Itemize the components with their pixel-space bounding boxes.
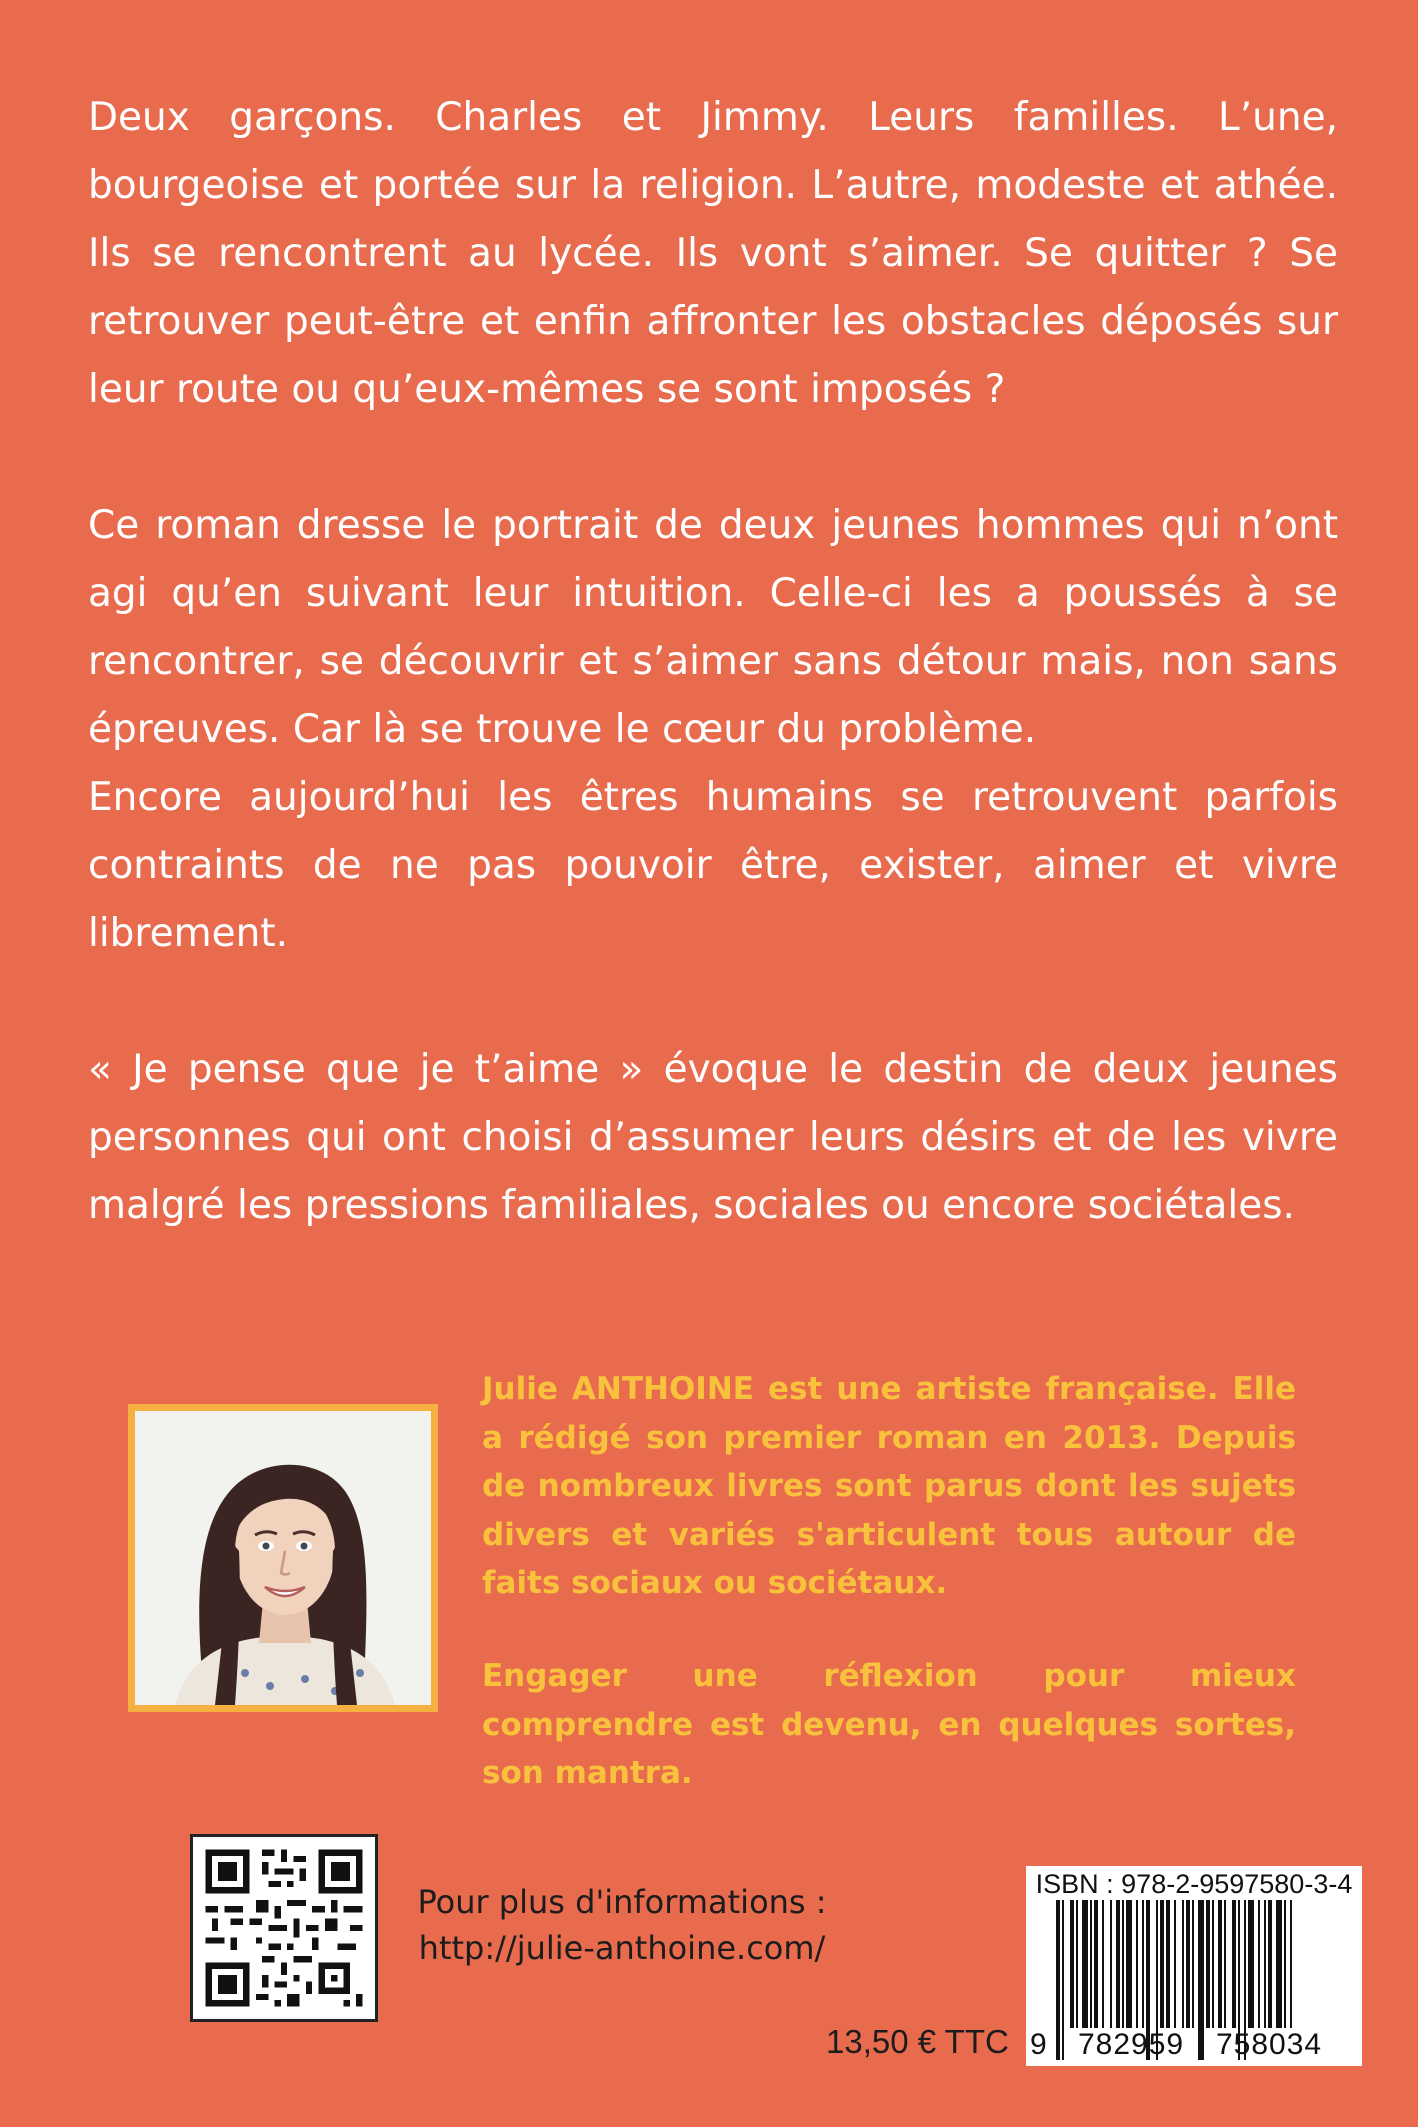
qr-code [190, 1834, 378, 2022]
barcode-bar [1160, 1900, 1164, 2028]
barcode-bar [1126, 1900, 1132, 2028]
price-label: 13,50 € TTC [826, 2023, 1009, 2060]
isbn-barcode [1026, 1866, 1362, 2066]
barcode-bar [1094, 1900, 1098, 2028]
barcode-bar [1198, 1900, 1204, 2060]
barcode-bar [1174, 1900, 1176, 2028]
barcode-bar [1070, 1900, 1074, 2028]
barcode-bar [1276, 1900, 1282, 2028]
barcode-bar [1062, 1900, 1064, 2060]
blurb-paragraph-1: Deux garçons. Charles et Jimmy. Leurs familles. L’une, bourgeoise et portée sur la religion. L’autre, modeste et athée. Ils se rencontrent au lycée. Ils vont s’aimer. Se quitter ? Se retrouver peut-être et enfin affronter les obstacles déposés sur leur route ou qu’eux-mêmes se sont imposés ? [88, 95, 1338, 412]
barcode-bar [1082, 1900, 1088, 2028]
barcode-bar [1122, 1900, 1124, 2028]
barcode-bar [1076, 1900, 1078, 2028]
more-info-label: Pour plus d'informations : [417, 1883, 827, 1921]
barcode-bar [1182, 1900, 1184, 2028]
barcode-bar [1264, 1900, 1266, 2028]
barcode-bar [1056, 1900, 1060, 2060]
barcode-bar [1284, 1900, 1286, 2028]
barcode-digit-first: 9 [1030, 2028, 1048, 2061]
barcode-bar [1212, 1900, 1214, 2028]
barcode-bar [1192, 1900, 1194, 2028]
qr-code-icon [193, 1837, 375, 2019]
barcode-digits-left: 782959 [1078, 2028, 1185, 2061]
barcode-bar [1102, 1900, 1104, 2028]
barcode-bar [1206, 1900, 1210, 2028]
barcode-bar [1116, 1900, 1120, 2028]
barcode-bar [1136, 1900, 1138, 2028]
barcode-bar [1142, 1900, 1144, 2028]
author-bio-paragraph-1: Julie ANTHOINE est une artiste française. Elle a rédigé son premier roman en 2013. Depuis de nombreux livres sont parus dont les sujets divers et variés s'articulent tous autour de faits sociaux ou sociétaux. [482, 1371, 1296, 1601]
author-portrait-icon [135, 1411, 431, 1705]
barcode-bar [1248, 1900, 1254, 2028]
barcode-bar [1110, 1900, 1112, 2028]
barcode-bar [1166, 1900, 1170, 2028]
author-bio-paragraph-2: Engager une réflexion pour mieux comprendre est devenu, en quelques sortes, son mantra. [482, 1658, 1296, 1791]
barcode-digits-right: 758034 [1216, 2028, 1323, 2061]
blurb-paragraph-2 [88, 492, 1338, 968]
blurb-paragraph-2a: Ce roman dresse le portrait de deux jeunes hommes qui n’ont agi qu’en suivant leur intuition. Celle-ci les a poussés à se rencontrer, se découvrir et s’aimer sans détour mais, non sans épreuves. Car là se trouve le cœur du problème. [88, 503, 1338, 752]
barcode-bar [1268, 1900, 1272, 2028]
barcode-bar [1258, 1900, 1260, 2028]
barcode-bar [1232, 1900, 1236, 2028]
blurb-paragraph-2b: Encore aujourd’hui les êtres humains se retrouvent parfois contraints de ne pas pouvoir être, exister, aimer et vivre librement. [88, 775, 1338, 956]
website-link[interactable]: http://julie-anthoine.com/ [418, 1929, 826, 1967]
barcode-bar [1290, 1900, 1292, 2028]
author-photo [128, 1404, 438, 1712]
barcode-bar [1224, 1900, 1226, 2028]
barcode-bar [1090, 1900, 1092, 2028]
blurb-paragraph-3: « Je pense que je t’aime » évoque le destin de deux jeunes personnes qui ont choisi d’assumer leurs désirs et de les vivre malgré les pressions familiales, sociales ou encore sociétales. [88, 1047, 1338, 1228]
barcode-bar [1186, 1900, 1190, 2028]
barcode-bar [1218, 1900, 1222, 2028]
isbn-label: ISBN : 978-2-9597580-3-4 [1035, 1869, 1353, 1899]
